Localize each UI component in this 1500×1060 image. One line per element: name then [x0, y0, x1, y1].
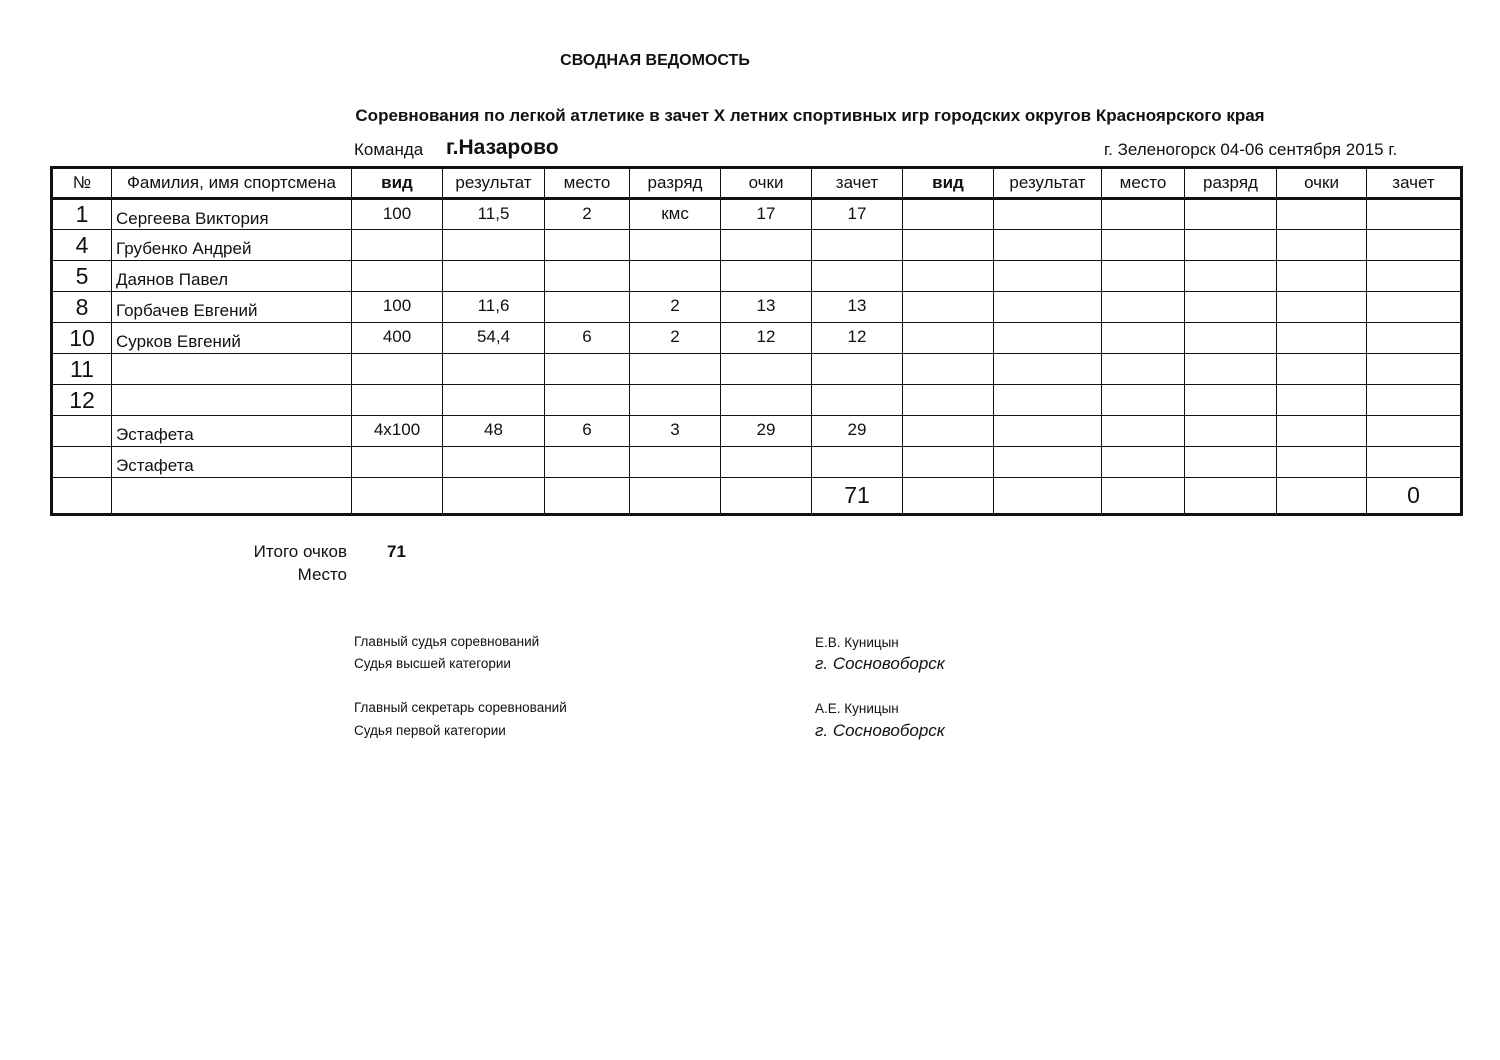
athlete-name-cell	[112, 447, 352, 478]
athlete-number: 11	[52, 354, 112, 385]
col-header: Фамилия, имя спортсмена	[112, 168, 352, 199]
athlete-name-cell	[112, 416, 352, 447]
table-cell	[903, 261, 994, 292]
table-cell	[1367, 416, 1462, 447]
table-cell	[1185, 199, 1277, 230]
col-header: вид	[903, 168, 994, 199]
athlete-name: Эстафета	[116, 425, 194, 444]
athlete-name-cell	[112, 230, 352, 261]
totals-row	[52, 478, 1462, 515]
chief-judge-name: Е.В. Куницын	[815, 635, 899, 650]
table-cell: 400	[352, 323, 443, 354]
table-cell	[994, 416, 1102, 447]
table-cell	[443, 447, 545, 478]
table-cell	[352, 385, 443, 416]
table-cell	[630, 385, 721, 416]
table-cell	[630, 447, 721, 478]
col-header: зачет	[812, 168, 903, 199]
table-cell	[1277, 416, 1367, 447]
col-header: результат	[443, 168, 545, 199]
chief-judge-category: Судья высшей категории	[354, 656, 511, 671]
table-cell	[903, 199, 994, 230]
table-cell	[1367, 447, 1462, 478]
table-cell	[630, 354, 721, 385]
table-cell	[1102, 385, 1185, 416]
chief-secretary-category: Судья первой категории	[354, 723, 506, 738]
table-cell: 3	[630, 416, 721, 447]
place-label: Место	[297, 565, 347, 584]
table-cell	[1277, 323, 1367, 354]
table-cell	[994, 261, 1102, 292]
athlete-name: Сергеева Виктория	[116, 208, 269, 228]
athlete-name-cell	[112, 292, 352, 323]
athlete-number: 4	[52, 230, 112, 261]
athlete-name: Эстафета	[116, 456, 194, 475]
table-cell	[903, 478, 994, 515]
table-cell	[443, 385, 545, 416]
chief-secretary-city: г. Сосновоборск	[815, 721, 945, 740]
table-cell: кмс	[630, 199, 721, 230]
athlete-number	[52, 416, 112, 447]
table-cell	[352, 354, 443, 385]
table-cell	[1185, 323, 1277, 354]
table-cell: 2	[630, 323, 721, 354]
table-cell	[1102, 354, 1185, 385]
athlete-name: Грубенко Андрей	[116, 239, 252, 258]
table-cell	[1102, 478, 1185, 515]
table-cell	[545, 261, 630, 292]
athlete-number: 5	[52, 261, 112, 292]
table-row	[52, 261, 1462, 292]
table-cell	[1102, 447, 1185, 478]
table-cell	[903, 292, 994, 323]
table-cell	[903, 416, 994, 447]
table-header-row	[52, 168, 1462, 199]
table-cell	[545, 230, 630, 261]
table-cell: 29	[812, 416, 903, 447]
table-cell: 11,6	[443, 292, 545, 323]
table-cell	[1367, 292, 1462, 323]
total-zachet-1: 71	[812, 478, 903, 515]
table-cell	[1185, 385, 1277, 416]
table-cell	[994, 385, 1102, 416]
table-cell: 12	[812, 323, 903, 354]
table-cell	[812, 261, 903, 292]
table-cell	[1277, 199, 1367, 230]
table-cell	[630, 478, 721, 515]
results-table	[50, 166, 1463, 516]
table-cell	[1102, 323, 1185, 354]
table-cell	[903, 447, 994, 478]
table-cell	[1367, 230, 1462, 261]
col-header: №	[52, 168, 112, 199]
table-cell	[545, 292, 630, 323]
table-cell	[1185, 292, 1277, 323]
table-cell: 48	[443, 416, 545, 447]
table-cell	[994, 447, 1102, 478]
athlete-name-cell	[112, 323, 352, 354]
table-cell	[1185, 261, 1277, 292]
table-cell	[903, 385, 994, 416]
team-name: г.Назарово	[446, 136, 559, 159]
table-cell	[352, 447, 443, 478]
table-cell	[994, 323, 1102, 354]
table-cell	[1367, 261, 1462, 292]
table-cell	[443, 478, 545, 515]
chief-secretary-name: А.Е. Куницын	[815, 701, 899, 716]
col-header: очки	[721, 168, 812, 199]
table-cell	[630, 261, 721, 292]
table-cell	[443, 261, 545, 292]
table-cell: 29	[721, 416, 812, 447]
table-cell	[545, 447, 630, 478]
table-cell: 13	[812, 292, 903, 323]
table-cell: 11,5	[443, 199, 545, 230]
table-cell: 6	[545, 323, 630, 354]
table-cell	[352, 478, 443, 515]
chief-judge-title: Главный судья соревнований	[354, 634, 540, 649]
athlete-name-cell	[112, 261, 352, 292]
total-points-label: Итого очков	[253, 542, 347, 561]
table-cell: 17	[721, 199, 812, 230]
chief-secretary-title: Главный секретарь соревнований	[354, 700, 567, 715]
table-cell	[903, 354, 994, 385]
athlete-name-cell	[112, 199, 352, 230]
col-header: место	[545, 168, 630, 199]
table-cell	[1277, 354, 1367, 385]
athlete-number: 12	[52, 385, 112, 416]
table-cell	[994, 199, 1102, 230]
table-cell	[1367, 385, 1462, 416]
table-cell	[721, 261, 812, 292]
table-cell: 54,4	[443, 323, 545, 354]
place-date: г. Зеленогорск 04-06 сентября 2015 г.	[1104, 140, 1398, 159]
table-cell	[1185, 478, 1277, 515]
table-cell	[903, 323, 994, 354]
col-header: зачет	[1367, 168, 1462, 199]
table-cell	[112, 478, 352, 515]
table-row	[52, 230, 1462, 261]
table-cell	[721, 354, 812, 385]
col-header: разряд	[630, 168, 721, 199]
col-header: вид	[352, 168, 443, 199]
table-cell	[1277, 447, 1367, 478]
table-cell: 4х100	[352, 416, 443, 447]
table-cell	[545, 385, 630, 416]
table-cell	[994, 292, 1102, 323]
table-cell	[721, 447, 812, 478]
table-cell	[812, 447, 903, 478]
col-header: разряд	[1185, 168, 1277, 199]
table-cell	[1277, 478, 1367, 515]
table-cell	[1185, 354, 1277, 385]
table-cell: 6	[545, 416, 630, 447]
table-cell	[903, 230, 994, 261]
table-cell	[812, 230, 903, 261]
table-row	[52, 416, 1462, 447]
competition-subtitle: Соревнования по легкой атлетике в зачет X летних спортивных игр городских округов Красноярского края	[355, 106, 1265, 125]
athlete-number: 1	[52, 199, 112, 230]
table-cell: 2	[545, 199, 630, 230]
table-cell	[1277, 261, 1367, 292]
table-cell	[1367, 354, 1462, 385]
team-label: Команда	[354, 140, 424, 159]
athlete-number	[52, 447, 112, 478]
table-cell	[994, 354, 1102, 385]
table-cell: 12	[721, 323, 812, 354]
col-header: место	[1102, 168, 1185, 199]
athlete-name-cell	[112, 354, 352, 385]
table-row	[52, 292, 1462, 323]
total-points-value: 71	[387, 542, 406, 561]
table-cell	[994, 230, 1102, 261]
table-cell	[1277, 230, 1367, 261]
table-cell: 17	[812, 199, 903, 230]
table-cell	[1367, 323, 1462, 354]
table-cell	[443, 354, 545, 385]
table-cell	[994, 478, 1102, 515]
col-header: результат	[994, 168, 1102, 199]
col-header: очки	[1277, 168, 1367, 199]
athlete-name: Даянов Павел	[116, 270, 229, 289]
table-row	[52, 199, 1462, 230]
table-row	[52, 447, 1462, 478]
table-cell	[1102, 261, 1185, 292]
table-cell: 100	[352, 199, 443, 230]
table-cell	[1185, 447, 1277, 478]
document-title: СВОДНАЯ ВЕДОМОСТЬ	[560, 52, 750, 69]
table-row	[52, 323, 1462, 354]
athlete-name: Сурков Евгений	[116, 332, 241, 351]
athlete-number: 8	[52, 292, 112, 323]
table-cell	[1102, 416, 1185, 447]
table-cell	[721, 478, 812, 515]
chief-judge-city: г. Сосновоборск	[815, 654, 945, 673]
table-cell	[352, 261, 443, 292]
table-cell	[812, 354, 903, 385]
table-cell	[812, 385, 903, 416]
table-cell: 100	[352, 292, 443, 323]
table-cell	[1102, 292, 1185, 323]
table-cell: 2	[630, 292, 721, 323]
table-cell: 13	[721, 292, 812, 323]
total-zachet-2: 0	[1367, 478, 1462, 515]
table-cell	[52, 478, 112, 515]
table-cell	[630, 230, 721, 261]
table-cell	[1277, 385, 1367, 416]
table-row	[52, 385, 1462, 416]
table-cell	[721, 230, 812, 261]
table-cell	[443, 230, 545, 261]
table-row	[52, 354, 1462, 385]
table-cell	[1102, 199, 1185, 230]
table-cell	[721, 385, 812, 416]
table-cell	[1185, 230, 1277, 261]
athlete-name: Горбачев Евгений	[116, 301, 258, 320]
table-cell	[352, 230, 443, 261]
table-cell	[1277, 292, 1367, 323]
athlete-name-cell	[112, 385, 352, 416]
table-cell	[1102, 230, 1185, 261]
table-cell	[1367, 199, 1462, 230]
table-cell	[1185, 416, 1277, 447]
table-cell	[545, 354, 630, 385]
table-cell	[545, 478, 630, 515]
athlete-number: 10	[52, 323, 112, 354]
